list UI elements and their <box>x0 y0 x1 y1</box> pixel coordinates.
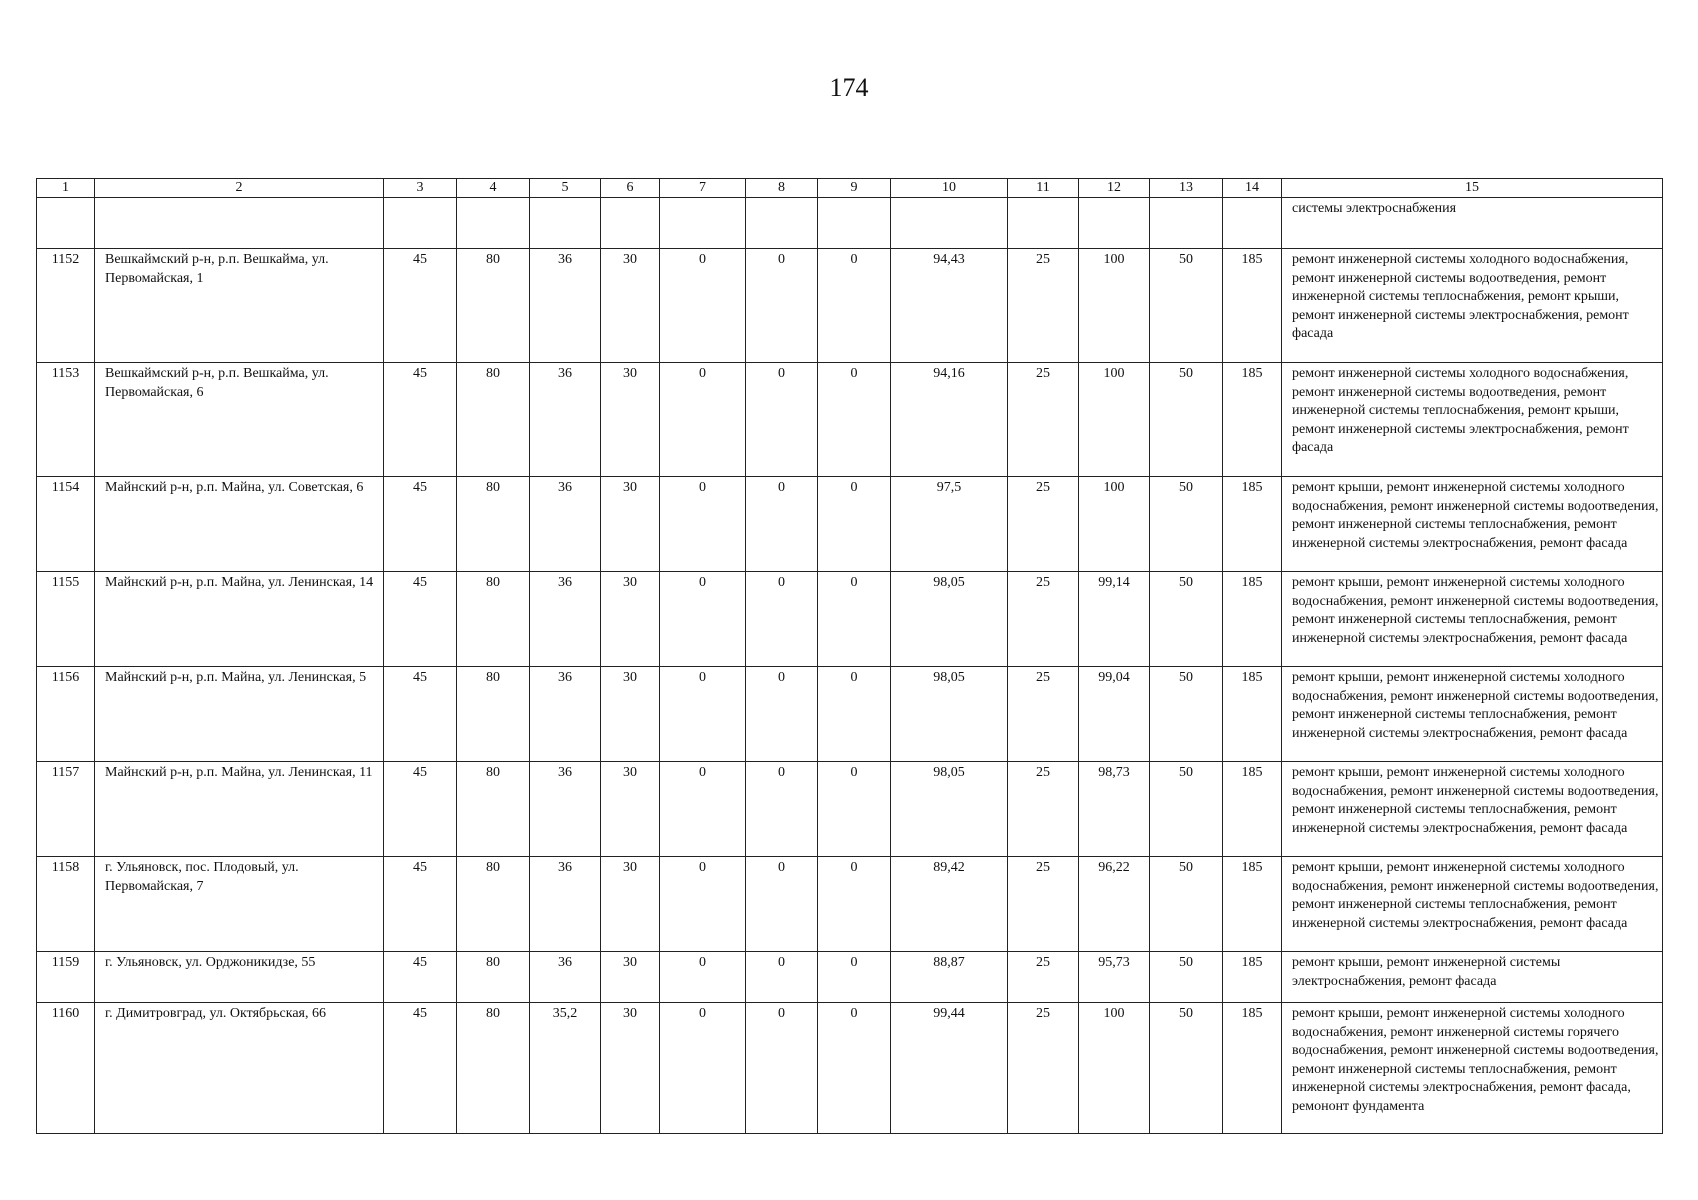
works-cell: ремонт крыши, ремонт инженерной системы холодного водоснабжения, ремонт инженерной системы водоотведения, ремонт инженерной системы теплоснабжения, ремонт инженерной системы электроснабжения, ремонт фасада <box>1282 857 1663 952</box>
value-cell-6: 30 <box>601 857 660 952</box>
value-cell-3: 45 <box>384 952 457 1003</box>
value-cell-11: 25 <box>1008 249 1079 363</box>
value-cell-5: 36 <box>530 572 601 667</box>
value-cell-3: 45 <box>384 857 457 952</box>
value-cell-13: 50 <box>1150 572 1223 667</box>
column-header: 3 <box>384 179 457 198</box>
column-header: 14 <box>1223 179 1282 198</box>
value-cell-6: 30 <box>601 572 660 667</box>
value-cell-8: 0 <box>746 363 818 477</box>
table-cell <box>818 198 891 249</box>
value-cell-4: 80 <box>457 857 530 952</box>
value-cell-6: 30 <box>601 249 660 363</box>
value-cell-7: 0 <box>660 363 746 477</box>
page-number: 174 <box>829 73 869 102</box>
value-cell-7: 0 <box>660 1003 746 1134</box>
table-cell <box>601 198 660 249</box>
value-cell-12: 99,14 <box>1079 572 1150 667</box>
value-cell-8: 0 <box>746 249 818 363</box>
table-cell <box>1150 198 1223 249</box>
column-header: 12 <box>1079 179 1150 198</box>
value-cell-12: 98,73 <box>1079 762 1150 857</box>
value-cell-6: 30 <box>601 667 660 762</box>
table-row <box>37 363 1663 477</box>
table-row <box>37 1003 1663 1134</box>
address-cell: Майнский р-н, р.п. Майна, ул. Ленинская, 11 <box>95 762 384 857</box>
value-cell-9: 0 <box>818 249 891 363</box>
table-row <box>37 477 1663 572</box>
value-cell-4: 80 <box>457 249 530 363</box>
column-header: 1 <box>37 179 95 198</box>
row-id: 1159 <box>37 952 95 1003</box>
value-cell-8: 0 <box>746 572 818 667</box>
column-header: 9 <box>818 179 891 198</box>
value-cell-14: 185 <box>1223 363 1282 477</box>
value-cell-3: 45 <box>384 667 457 762</box>
column-header: 11 <box>1008 179 1079 198</box>
value-cell-13: 50 <box>1150 667 1223 762</box>
value-cell-12: 96,22 <box>1079 857 1150 952</box>
value-cell-3: 45 <box>384 762 457 857</box>
row-id: 1152 <box>37 249 95 363</box>
value-cell-8: 0 <box>746 857 818 952</box>
column-header: 8 <box>746 179 818 198</box>
value-cell-5: 36 <box>530 363 601 477</box>
row-id: 1155 <box>37 572 95 667</box>
value-cell-14: 185 <box>1223 1003 1282 1134</box>
works-cell: системы электроснабжения <box>1282 198 1663 249</box>
value-cell-5: 36 <box>530 952 601 1003</box>
value-cell-4: 80 <box>457 952 530 1003</box>
value-cell-9: 0 <box>818 762 891 857</box>
address-cell: г. Ульяновск, ул. Орджоникидзе, 55 <box>95 952 384 1003</box>
value-cell-9: 0 <box>818 477 891 572</box>
value-cell-8: 0 <box>746 1003 818 1134</box>
value-cell-7: 0 <box>660 857 746 952</box>
value-cell-11: 25 <box>1008 1003 1079 1134</box>
value-cell-4: 80 <box>457 762 530 857</box>
value-cell-13: 50 <box>1150 952 1223 1003</box>
address-cell: Майнский р-н, р.п. Майна, ул. Ленинская, 14 <box>95 572 384 667</box>
row-id: 1153 <box>37 363 95 477</box>
value-cell-10: 98,05 <box>891 762 1008 857</box>
value-cell-9: 0 <box>818 857 891 952</box>
table-row <box>37 952 1663 1003</box>
value-cell-9: 0 <box>818 572 891 667</box>
value-cell-14: 185 <box>1223 249 1282 363</box>
value-cell-8: 0 <box>746 477 818 572</box>
value-cell-10: 94,16 <box>891 363 1008 477</box>
register-table <box>36 178 1663 1134</box>
column-header: 7 <box>660 179 746 198</box>
table-row <box>37 572 1663 667</box>
table-cell <box>37 198 95 249</box>
value-cell-13: 50 <box>1150 1003 1223 1134</box>
value-cell-10: 89,42 <box>891 857 1008 952</box>
value-cell-7: 0 <box>660 762 746 857</box>
works-cell: ремонт крыши, ремонт инженерной системы холодного водоснабжения, ремонт инженерной системы водоотведения, ремонт инженерной системы теплоснабжения, ремонт инженерной системы электроснабжения, ремонт фасада <box>1282 667 1663 762</box>
value-cell-5: 36 <box>530 667 601 762</box>
value-cell-7: 0 <box>660 249 746 363</box>
column-header: 10 <box>891 179 1008 198</box>
value-cell-4: 80 <box>457 572 530 667</box>
value-cell-8: 0 <box>746 667 818 762</box>
value-cell-14: 185 <box>1223 762 1282 857</box>
works-cell: ремонт инженерной системы холодного водоснабжения, ремонт инженерной системы водоотведения, ремонт инженерной системы теплоснабжения, ремонт крыши, ремонт инженерной системы электроснабжения, ремонт фасада <box>1282 363 1663 477</box>
value-cell-3: 45 <box>384 249 457 363</box>
value-cell-11: 25 <box>1008 857 1079 952</box>
works-cell: ремонт крыши, ремонт инженерной системы холодного водоснабжения, ремонт инженерной системы водоотведения, ремонт инженерной системы теплоснабжения, ремонт инженерной системы электроснабжения, ремонт фасада <box>1282 762 1663 857</box>
value-cell-10: 97,5 <box>891 477 1008 572</box>
column-header: 13 <box>1150 179 1223 198</box>
table-cell <box>891 198 1008 249</box>
row-id: 1154 <box>37 477 95 572</box>
table-cell <box>457 198 530 249</box>
works-cell: ремонт инженерной системы холодного водоснабжения, ремонт инженерной системы водоотведения, ремонт инженерной системы теплоснабжения, ремонт крыши, ремонт инженерной системы электроснабжения, ремонт фасада <box>1282 249 1663 363</box>
value-cell-9: 0 <box>818 667 891 762</box>
value-cell-11: 25 <box>1008 572 1079 667</box>
value-cell-9: 0 <box>818 952 891 1003</box>
table-row <box>37 857 1663 952</box>
works-cell: ремонт крыши, ремонт инженерной системы холодного водоснабжения, ремонт инженерной системы горячего водоснабжения, ремонт инженерной системы водоотведения, ремонт инженерной системы теплоснабжения, ремонт инженерной системы электроснабжения, ремонт фасада, ремононт фундамента <box>1282 1003 1663 1134</box>
value-cell-13: 50 <box>1150 363 1223 477</box>
value-cell-12: 95,73 <box>1079 952 1150 1003</box>
table-cell <box>530 198 601 249</box>
column-header: 4 <box>457 179 530 198</box>
value-cell-6: 30 <box>601 1003 660 1134</box>
column-header: 2 <box>95 179 384 198</box>
table-cell <box>1008 198 1079 249</box>
table-cell <box>1223 198 1282 249</box>
table-row <box>37 249 1663 363</box>
value-cell-12: 100 <box>1079 363 1150 477</box>
value-cell-3: 45 <box>384 1003 457 1134</box>
address-cell: Майнский р-н, р.п. Майна, ул. Ленинская, 5 <box>95 667 384 762</box>
address-cell: г. Ульяновск, пос. Плодовый, ул. Первомайская, 7 <box>95 857 384 952</box>
column-header: 6 <box>601 179 660 198</box>
continuation-row <box>37 198 1663 249</box>
column-header: 15 <box>1282 179 1663 198</box>
value-cell-12: 100 <box>1079 477 1150 572</box>
value-cell-6: 30 <box>601 762 660 857</box>
value-cell-12: 100 <box>1079 1003 1150 1134</box>
table-row <box>37 667 1663 762</box>
value-cell-7: 0 <box>660 477 746 572</box>
value-cell-7: 0 <box>660 572 746 667</box>
value-cell-13: 50 <box>1150 477 1223 572</box>
value-cell-12: 100 <box>1079 249 1150 363</box>
row-id: 1158 <box>37 857 95 952</box>
value-cell-10: 98,05 <box>891 667 1008 762</box>
value-cell-14: 185 <box>1223 857 1282 952</box>
row-id: 1157 <box>37 762 95 857</box>
value-cell-5: 35,2 <box>530 1003 601 1134</box>
value-cell-10: 99,44 <box>891 1003 1008 1134</box>
row-id: 1156 <box>37 667 95 762</box>
table-cell <box>95 198 384 249</box>
value-cell-3: 45 <box>384 572 457 667</box>
value-cell-13: 50 <box>1150 762 1223 857</box>
value-cell-6: 30 <box>601 363 660 477</box>
value-cell-14: 185 <box>1223 477 1282 572</box>
row-id: 1160 <box>37 1003 95 1134</box>
value-cell-10: 98,05 <box>891 572 1008 667</box>
table-row <box>37 762 1663 857</box>
value-cell-5: 36 <box>530 477 601 572</box>
value-cell-5: 36 <box>530 762 601 857</box>
value-cell-11: 25 <box>1008 952 1079 1003</box>
value-cell-7: 0 <box>660 667 746 762</box>
value-cell-11: 25 <box>1008 363 1079 477</box>
works-cell: ремонт крыши, ремонт инженерной системы холодного водоснабжения, ремонт инженерной системы водоотведения, ремонт инженерной системы теплоснабжения, ремонт инженерной системы электроснабжения, ремонт фасада <box>1282 477 1663 572</box>
value-cell-10: 94,43 <box>891 249 1008 363</box>
address-cell: Вешкаймский р-н, р.п. Вешкайма, ул. Первомайская, 6 <box>95 363 384 477</box>
value-cell-14: 185 <box>1223 667 1282 762</box>
value-cell-7: 0 <box>660 952 746 1003</box>
value-cell-9: 0 <box>818 363 891 477</box>
column-header: 5 <box>530 179 601 198</box>
value-cell-4: 80 <box>457 363 530 477</box>
address-cell: Майнский р-н, р.п. Майна, ул. Советская, 6 <box>95 477 384 572</box>
value-cell-12: 99,04 <box>1079 667 1150 762</box>
value-cell-10: 88,87 <box>891 952 1008 1003</box>
value-cell-5: 36 <box>530 857 601 952</box>
value-cell-5: 36 <box>530 249 601 363</box>
table-cell <box>1079 198 1150 249</box>
table-cell <box>384 198 457 249</box>
address-cell: Вешкаймский р-н, р.п. Вешкайма, ул. Первомайская, 1 <box>95 249 384 363</box>
address-cell: г. Димитровград, ул. Октябрьская, 66 <box>95 1003 384 1134</box>
table-cell <box>660 198 746 249</box>
value-cell-4: 80 <box>457 1003 530 1134</box>
value-cell-9: 0 <box>818 1003 891 1134</box>
value-cell-8: 0 <box>746 762 818 857</box>
value-cell-8: 0 <box>746 952 818 1003</box>
value-cell-3: 45 <box>384 363 457 477</box>
value-cell-14: 185 <box>1223 572 1282 667</box>
value-cell-3: 45 <box>384 477 457 572</box>
works-cell: ремонт крыши, ремонт инженерной системы электроснабжения, ремонт фасада <box>1282 952 1663 1003</box>
value-cell-6: 30 <box>601 477 660 572</box>
value-cell-13: 50 <box>1150 249 1223 363</box>
value-cell-14: 185 <box>1223 952 1282 1003</box>
value-cell-11: 25 <box>1008 477 1079 572</box>
works-cell: ремонт крыши, ремонт инженерной системы холодного водоснабжения, ремонт инженерной системы водоотведения, ремонт инженерной системы теплоснабжения, ремонт инженерной системы электроснабжения, ремонт фасада <box>1282 572 1663 667</box>
value-cell-6: 30 <box>601 952 660 1003</box>
table-cell <box>746 198 818 249</box>
value-cell-11: 25 <box>1008 762 1079 857</box>
value-cell-13: 50 <box>1150 857 1223 952</box>
value-cell-4: 80 <box>457 477 530 572</box>
value-cell-11: 25 <box>1008 667 1079 762</box>
column-number-row <box>37 179 1663 198</box>
value-cell-4: 80 <box>457 667 530 762</box>
